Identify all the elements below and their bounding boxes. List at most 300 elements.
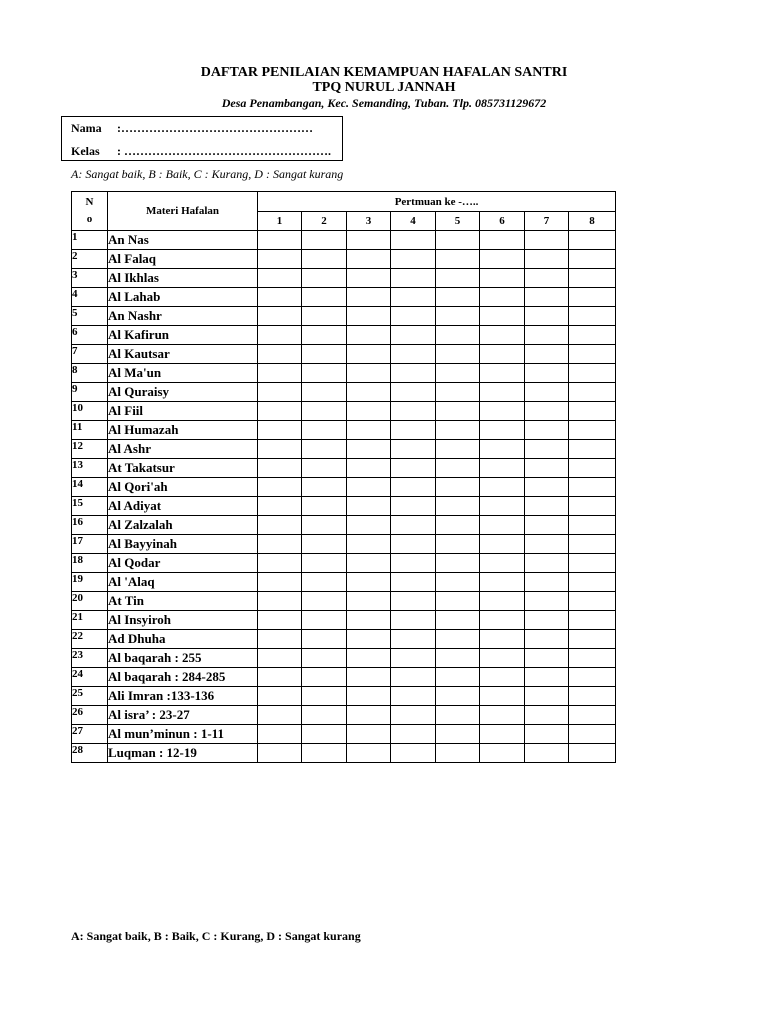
score-cell[interactable] bbox=[258, 459, 302, 478]
row-number: 23 bbox=[72, 649, 108, 668]
score-cell[interactable] bbox=[436, 478, 480, 497]
score-cell[interactable] bbox=[569, 402, 616, 421]
score-cell[interactable] bbox=[436, 459, 480, 478]
materi-cell: Al Ashr bbox=[108, 440, 258, 459]
score-cell[interactable] bbox=[480, 421, 525, 440]
score-cell[interactable] bbox=[436, 231, 480, 250]
table-row bbox=[72, 459, 616, 478]
table-row bbox=[72, 573, 616, 592]
materi-cell: An Nashr bbox=[108, 307, 258, 326]
score-cell[interactable] bbox=[347, 630, 391, 649]
score-cell[interactable] bbox=[569, 554, 616, 573]
materi-cell: An Nas bbox=[108, 231, 258, 250]
row-number: 13 bbox=[72, 459, 108, 478]
score-cell[interactable] bbox=[436, 288, 480, 307]
score-cell[interactable] bbox=[347, 288, 391, 307]
session-number-header: 8 bbox=[569, 212, 616, 231]
score-cell[interactable] bbox=[347, 497, 391, 516]
score-cell[interactable] bbox=[302, 706, 347, 725]
score-cell[interactable] bbox=[525, 250, 569, 269]
row-number: 26 bbox=[72, 706, 108, 725]
score-cell[interactable] bbox=[258, 421, 302, 440]
score-cell[interactable] bbox=[525, 459, 569, 478]
grading-legend-top: A: Sangat baik, B : Baik, C : Kurang, D : Sangat kurang bbox=[71, 167, 344, 181]
table-row bbox=[72, 288, 616, 307]
score-cell[interactable] bbox=[569, 269, 616, 288]
score-cell[interactable] bbox=[391, 668, 436, 687]
table-row bbox=[72, 706, 616, 725]
table-row bbox=[72, 440, 616, 459]
score-cell[interactable] bbox=[391, 535, 436, 554]
materi-cell: Al Ikhlas bbox=[108, 269, 258, 288]
score-cell[interactable] bbox=[525, 421, 569, 440]
materi-cell: Al isra’ : 23-27 bbox=[108, 706, 258, 725]
score-cell[interactable] bbox=[436, 592, 480, 611]
row-number: 3 bbox=[72, 269, 108, 288]
score-cell[interactable] bbox=[347, 421, 391, 440]
score-cell[interactable] bbox=[302, 516, 347, 535]
table-row bbox=[72, 649, 616, 668]
score-cell[interactable] bbox=[391, 231, 436, 250]
score-cell[interactable] bbox=[436, 668, 480, 687]
score-cell[interactable] bbox=[391, 630, 436, 649]
score-cell[interactable] bbox=[347, 706, 391, 725]
materi-cell: Luqman : 12-19 bbox=[108, 744, 258, 763]
score-cell[interactable] bbox=[391, 421, 436, 440]
score-cell[interactable] bbox=[525, 706, 569, 725]
score-cell[interactable] bbox=[302, 383, 347, 402]
score-cell[interactable] bbox=[436, 364, 480, 383]
score-cell[interactable] bbox=[302, 402, 347, 421]
score-cell[interactable] bbox=[302, 326, 347, 345]
row-number: 17 bbox=[72, 535, 108, 554]
score-cell[interactable] bbox=[525, 535, 569, 554]
score-cell[interactable] bbox=[525, 687, 569, 706]
score-cell[interactable] bbox=[569, 250, 616, 269]
score-cell[interactable] bbox=[391, 611, 436, 630]
score-cell[interactable] bbox=[391, 345, 436, 364]
score-cell[interactable] bbox=[525, 592, 569, 611]
score-cell[interactable] bbox=[391, 269, 436, 288]
score-cell[interactable] bbox=[258, 326, 302, 345]
score-cell[interactable] bbox=[436, 345, 480, 364]
score-cell[interactable] bbox=[258, 402, 302, 421]
score-cell[interactable] bbox=[347, 554, 391, 573]
score-cell[interactable] bbox=[258, 554, 302, 573]
score-cell[interactable] bbox=[258, 706, 302, 725]
score-cell[interactable] bbox=[436, 554, 480, 573]
session-number-header: 3 bbox=[347, 212, 391, 231]
score-cell[interactable] bbox=[569, 668, 616, 687]
materi-cell: Al Fiil bbox=[108, 402, 258, 421]
score-cell[interactable] bbox=[525, 611, 569, 630]
materi-cell: Al Humazah bbox=[108, 421, 258, 440]
score-cell[interactable] bbox=[302, 345, 347, 364]
kelas-field[interactable]: : ……………………………………………. bbox=[117, 144, 331, 158]
score-cell[interactable] bbox=[480, 383, 525, 402]
score-cell[interactable] bbox=[569, 744, 616, 763]
score-cell[interactable] bbox=[258, 592, 302, 611]
score-cell[interactable] bbox=[302, 535, 347, 554]
kelas-row bbox=[71, 144, 331, 159]
score-cell[interactable] bbox=[525, 402, 569, 421]
score-cell[interactable] bbox=[258, 440, 302, 459]
score-cell[interactable] bbox=[436, 744, 480, 763]
score-cell[interactable] bbox=[480, 630, 525, 649]
score-cell[interactable] bbox=[258, 668, 302, 687]
score-cell[interactable] bbox=[569, 326, 616, 345]
score-cell[interactable] bbox=[302, 440, 347, 459]
session-number-header: 5 bbox=[436, 212, 480, 231]
score-cell[interactable] bbox=[525, 345, 569, 364]
table-row bbox=[72, 421, 616, 440]
table-row bbox=[72, 326, 616, 345]
score-cell[interactable] bbox=[302, 592, 347, 611]
materi-cell: Al Falaq bbox=[108, 250, 258, 269]
session-number-header: 4 bbox=[391, 212, 436, 231]
score-cell[interactable] bbox=[391, 497, 436, 516]
nama-row bbox=[71, 121, 313, 136]
score-cell[interactable] bbox=[525, 668, 569, 687]
score-cell[interactable] bbox=[525, 573, 569, 592]
score-cell[interactable] bbox=[258, 687, 302, 706]
row-number: 18 bbox=[72, 554, 108, 573]
score-cell[interactable] bbox=[391, 649, 436, 668]
score-cell[interactable] bbox=[302, 611, 347, 630]
score-cell[interactable] bbox=[525, 478, 569, 497]
score-cell[interactable] bbox=[347, 668, 391, 687]
row-number: 1 bbox=[72, 231, 108, 250]
score-cell[interactable] bbox=[436, 573, 480, 592]
score-cell[interactable] bbox=[569, 345, 616, 364]
school-name: TPQ NURUL JANNAH bbox=[312, 80, 456, 95]
score-cell[interactable] bbox=[258, 307, 302, 326]
score-cell[interactable] bbox=[347, 383, 391, 402]
score-cell[interactable] bbox=[347, 231, 391, 250]
materi-cell: Al Kautsar bbox=[108, 345, 258, 364]
score-cell[interactable] bbox=[480, 307, 525, 326]
score-cell[interactable] bbox=[302, 364, 347, 383]
score-cell[interactable] bbox=[569, 516, 616, 535]
score-cell[interactable] bbox=[436, 269, 480, 288]
score-cell[interactable] bbox=[525, 649, 569, 668]
score-cell[interactable] bbox=[347, 440, 391, 459]
materi-column-header: Materi Hafalan bbox=[108, 192, 258, 231]
pertemuan-header: Pertmuan ke -….. bbox=[258, 192, 616, 212]
score-cell[interactable] bbox=[436, 402, 480, 421]
score-cell[interactable] bbox=[302, 649, 347, 668]
score-cell[interactable] bbox=[391, 478, 436, 497]
materi-cell: Al Adiyat bbox=[108, 497, 258, 516]
score-cell[interactable] bbox=[525, 744, 569, 763]
session-number-header: 6 bbox=[480, 212, 525, 231]
score-cell[interactable] bbox=[347, 611, 391, 630]
score-cell[interactable] bbox=[391, 573, 436, 592]
score-cell[interactable] bbox=[569, 307, 616, 326]
score-cell[interactable] bbox=[480, 649, 525, 668]
row-number: 10 bbox=[72, 402, 108, 421]
score-cell[interactable] bbox=[480, 440, 525, 459]
score-cell[interactable] bbox=[569, 231, 616, 250]
score-cell[interactable] bbox=[258, 611, 302, 630]
materi-cell: At Tin bbox=[108, 592, 258, 611]
score-cell[interactable] bbox=[569, 364, 616, 383]
table-row bbox=[72, 516, 616, 535]
nama-field[interactable]: :………………………………………… bbox=[117, 121, 313, 135]
score-cell[interactable] bbox=[480, 725, 525, 744]
score-cell[interactable] bbox=[347, 364, 391, 383]
document-title: DAFTAR PENILAIAN KEMAMPUAN HAFALAN SANTRI bbox=[200, 65, 568, 80]
score-cell[interactable] bbox=[302, 668, 347, 687]
score-cell[interactable] bbox=[436, 497, 480, 516]
score-cell[interactable] bbox=[480, 250, 525, 269]
table-row bbox=[72, 725, 616, 744]
grading-legend-bottom: A: Sangat baik, B : Baik, C : Kurang, D : Sangat kurang bbox=[71, 929, 361, 943]
score-cell[interactable] bbox=[302, 269, 347, 288]
score-cell[interactable] bbox=[436, 725, 480, 744]
score-cell[interactable] bbox=[569, 497, 616, 516]
score-cell[interactable] bbox=[436, 307, 480, 326]
score-cell[interactable] bbox=[302, 573, 347, 592]
score-cell[interactable] bbox=[480, 554, 525, 573]
table-row bbox=[72, 611, 616, 630]
score-cell[interactable] bbox=[258, 288, 302, 307]
score-cell[interactable] bbox=[258, 744, 302, 763]
school-address: Desa Penambangan, Kec. Semanding, Tuban. Tlp. 085731129672 bbox=[221, 96, 547, 110]
materi-cell: Al 'Alaq bbox=[108, 573, 258, 592]
table-row bbox=[72, 269, 616, 288]
score-cell[interactable] bbox=[525, 231, 569, 250]
score-cell[interactable] bbox=[347, 478, 391, 497]
score-cell[interactable] bbox=[391, 326, 436, 345]
score-cell[interactable] bbox=[480, 345, 525, 364]
row-number: 21 bbox=[72, 611, 108, 630]
table-row bbox=[72, 687, 616, 706]
score-cell[interactable] bbox=[258, 345, 302, 364]
score-cell[interactable] bbox=[569, 421, 616, 440]
score-cell[interactable] bbox=[569, 383, 616, 402]
score-cell[interactable] bbox=[302, 744, 347, 763]
score-cell[interactable] bbox=[391, 592, 436, 611]
materi-cell: At Takatsur bbox=[108, 459, 258, 478]
score-cell[interactable] bbox=[302, 459, 347, 478]
score-cell[interactable] bbox=[480, 231, 525, 250]
score-cell[interactable] bbox=[302, 307, 347, 326]
score-cell[interactable] bbox=[525, 725, 569, 744]
table-row bbox=[72, 345, 616, 364]
score-cell[interactable] bbox=[436, 687, 480, 706]
score-cell[interactable] bbox=[480, 364, 525, 383]
score-cell[interactable] bbox=[569, 573, 616, 592]
score-cell[interactable] bbox=[391, 402, 436, 421]
materi-cell: Al Insyiroh bbox=[108, 611, 258, 630]
score-cell[interactable] bbox=[347, 307, 391, 326]
score-cell[interactable] bbox=[525, 307, 569, 326]
kelas-label: Kelas bbox=[71, 144, 100, 158]
score-cell[interactable] bbox=[525, 497, 569, 516]
score-cell[interactable] bbox=[347, 345, 391, 364]
score-cell[interactable] bbox=[525, 383, 569, 402]
score-cell[interactable] bbox=[391, 687, 436, 706]
score-cell[interactable] bbox=[258, 516, 302, 535]
score-cell[interactable] bbox=[347, 326, 391, 345]
score-cell[interactable] bbox=[480, 269, 525, 288]
row-number: 2 bbox=[72, 250, 108, 269]
row-number: 4 bbox=[72, 288, 108, 307]
score-cell[interactable] bbox=[569, 592, 616, 611]
score-cell[interactable] bbox=[569, 288, 616, 307]
score-cell[interactable] bbox=[347, 535, 391, 554]
score-cell[interactable] bbox=[480, 744, 525, 763]
score-cell[interactable] bbox=[569, 706, 616, 725]
score-cell[interactable] bbox=[525, 440, 569, 459]
score-cell[interactable] bbox=[525, 630, 569, 649]
score-cell[interactable] bbox=[258, 231, 302, 250]
score-cell[interactable] bbox=[347, 573, 391, 592]
score-cell[interactable] bbox=[480, 611, 525, 630]
score-cell[interactable] bbox=[525, 288, 569, 307]
score-cell[interactable] bbox=[525, 326, 569, 345]
table-row bbox=[72, 402, 616, 421]
score-cell[interactable] bbox=[391, 288, 436, 307]
score-cell[interactable] bbox=[347, 402, 391, 421]
score-cell[interactable] bbox=[480, 535, 525, 554]
score-cell[interactable] bbox=[258, 725, 302, 744]
score-cell[interactable] bbox=[302, 687, 347, 706]
score-cell[interactable] bbox=[480, 516, 525, 535]
score-cell[interactable] bbox=[436, 516, 480, 535]
score-cell[interactable] bbox=[391, 250, 436, 269]
materi-cell: Al Qodar bbox=[108, 554, 258, 573]
score-cell[interactable] bbox=[436, 421, 480, 440]
score-cell[interactable] bbox=[302, 250, 347, 269]
score-cell[interactable] bbox=[347, 687, 391, 706]
score-cell[interactable] bbox=[569, 649, 616, 668]
score-cell[interactable] bbox=[436, 706, 480, 725]
row-number: 28 bbox=[72, 744, 108, 763]
score-cell[interactable] bbox=[480, 497, 525, 516]
row-number: 12 bbox=[72, 440, 108, 459]
table-row bbox=[72, 592, 616, 611]
score-cell[interactable] bbox=[480, 687, 525, 706]
score-cell[interactable] bbox=[436, 535, 480, 554]
score-cell[interactable] bbox=[480, 706, 525, 725]
score-cell[interactable] bbox=[302, 554, 347, 573]
score-cell[interactable] bbox=[258, 649, 302, 668]
score-cell[interactable] bbox=[480, 478, 525, 497]
score-cell[interactable] bbox=[391, 725, 436, 744]
score-cell[interactable] bbox=[569, 630, 616, 649]
score-cell[interactable] bbox=[480, 592, 525, 611]
score-cell[interactable] bbox=[525, 554, 569, 573]
score-cell[interactable] bbox=[391, 706, 436, 725]
score-cell[interactable] bbox=[436, 611, 480, 630]
score-cell[interactable] bbox=[258, 497, 302, 516]
score-cell[interactable] bbox=[347, 269, 391, 288]
score-cell[interactable] bbox=[391, 459, 436, 478]
score-cell[interactable] bbox=[480, 402, 525, 421]
score-cell[interactable] bbox=[569, 611, 616, 630]
score-cell[interactable] bbox=[347, 725, 391, 744]
score-cell[interactable] bbox=[347, 459, 391, 478]
row-number: 9 bbox=[72, 383, 108, 402]
score-cell[interactable] bbox=[258, 269, 302, 288]
score-cell[interactable] bbox=[436, 440, 480, 459]
score-cell[interactable] bbox=[569, 535, 616, 554]
score-cell[interactable] bbox=[436, 250, 480, 269]
score-cell[interactable] bbox=[569, 687, 616, 706]
score-cell[interactable] bbox=[436, 649, 480, 668]
score-cell[interactable] bbox=[302, 288, 347, 307]
score-cell[interactable] bbox=[525, 516, 569, 535]
row-number: 27 bbox=[72, 725, 108, 744]
score-cell[interactable] bbox=[302, 478, 347, 497]
score-cell[interactable] bbox=[258, 383, 302, 402]
score-cell[interactable] bbox=[302, 725, 347, 744]
assessment-table bbox=[71, 191, 616, 763]
score-cell[interactable] bbox=[391, 516, 436, 535]
score-cell[interactable] bbox=[569, 440, 616, 459]
no-header-line1: N bbox=[85, 196, 94, 208]
score-cell[interactable] bbox=[347, 649, 391, 668]
score-cell[interactable] bbox=[302, 231, 347, 250]
score-cell[interactable] bbox=[391, 554, 436, 573]
score-cell[interactable] bbox=[480, 326, 525, 345]
score-cell[interactable] bbox=[436, 326, 480, 345]
row-number: 7 bbox=[72, 345, 108, 364]
table-row bbox=[72, 744, 616, 763]
materi-cell: Al mun’minun : 1-11 bbox=[108, 725, 258, 744]
score-cell[interactable] bbox=[480, 288, 525, 307]
score-cell[interactable] bbox=[525, 364, 569, 383]
table-row bbox=[72, 554, 616, 573]
score-cell[interactable] bbox=[302, 630, 347, 649]
score-cell[interactable] bbox=[525, 269, 569, 288]
score-cell[interactable] bbox=[302, 497, 347, 516]
score-cell[interactable] bbox=[480, 573, 525, 592]
materi-cell: Al Quraisy bbox=[108, 383, 258, 402]
score-cell[interactable] bbox=[436, 383, 480, 402]
score-cell[interactable] bbox=[258, 364, 302, 383]
score-cell[interactable] bbox=[569, 459, 616, 478]
score-cell[interactable] bbox=[302, 421, 347, 440]
materi-cell: Al Lahab bbox=[108, 288, 258, 307]
table-row bbox=[72, 383, 616, 402]
score-cell[interactable] bbox=[347, 744, 391, 763]
score-cell[interactable] bbox=[391, 364, 436, 383]
score-cell[interactable] bbox=[347, 250, 391, 269]
score-cell[interactable] bbox=[569, 725, 616, 744]
score-cell[interactable] bbox=[258, 535, 302, 554]
score-cell[interactable] bbox=[480, 459, 525, 478]
table-row bbox=[72, 231, 616, 250]
score-cell[interactable] bbox=[258, 630, 302, 649]
score-cell[interactable] bbox=[480, 668, 525, 687]
score-cell[interactable] bbox=[391, 744, 436, 763]
score-cell[interactable] bbox=[436, 630, 480, 649]
session-number-header: 1 bbox=[258, 212, 302, 231]
table-row bbox=[72, 497, 616, 516]
score-cell[interactable] bbox=[347, 592, 391, 611]
score-cell[interactable] bbox=[258, 250, 302, 269]
score-cell[interactable] bbox=[258, 573, 302, 592]
score-cell[interactable] bbox=[391, 307, 436, 326]
score-cell[interactable] bbox=[391, 440, 436, 459]
score-cell[interactable] bbox=[347, 516, 391, 535]
score-cell[interactable] bbox=[391, 383, 436, 402]
score-cell[interactable] bbox=[258, 478, 302, 497]
score-cell[interactable] bbox=[569, 478, 616, 497]
